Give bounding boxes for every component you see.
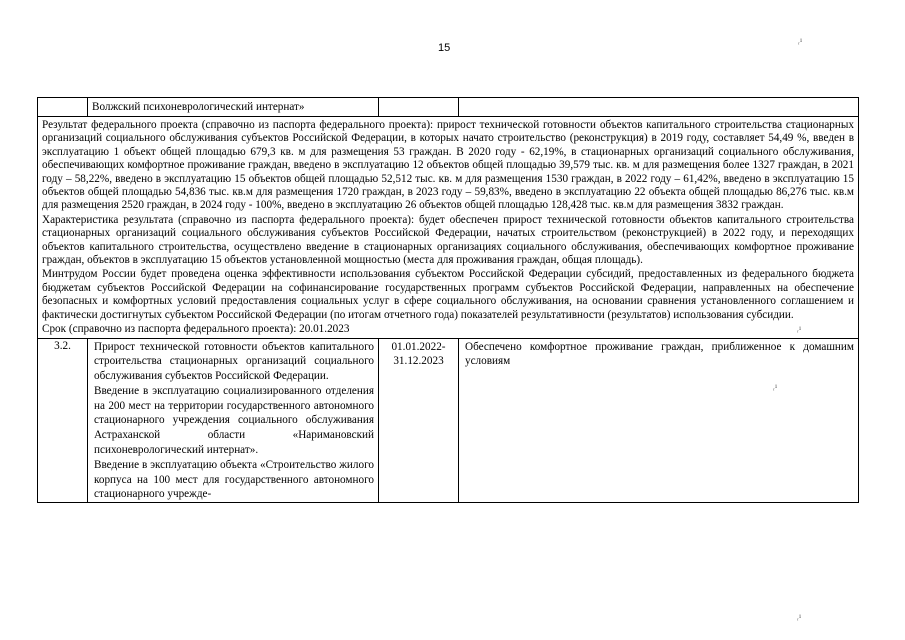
row-number: 3.2. xyxy=(54,339,71,352)
cell-result-empty xyxy=(459,98,859,117)
characteristic-paragraph: Характеристика результата (справочно из паспорта федерального проекта): будет обеспечен прирост технической готовности объектов капитального строительства стационарных организаций социального обслуживания субъектов Российской Федерации, начатых строительством (реконструкцией) в 2022 году, и переходящих объектов капитального строительства, осуществлено введение в стационарных организациях социального обслуживания, обеспечивающих комфортное проживание граждан, объектов в эксплуатацию 15 объектов установленной мощностью (места для проживания граждан, общая площадь). xyxy=(42,213,854,267)
evaluation-paragraph: Минтрудом России будет проведена оценка эффективности использования субъектом Российской Федерации субсидий, предоставленных из федерального бюджета бюджетам субъектов Российской Федерации на софинансирование государственных программ субъектов Российской Федерации, направленных на обеспечение безопасных и комфортных условий предоставления социальных услуг в сфере социального обслуживания, на основании сравнения установленного соглашением и фактически достигнутых субъектом Российской Федерации (по итогам отчетного года) показателей результативности (результатов) использования субсидии. xyxy=(42,268,854,321)
table-row-continued xyxy=(38,98,859,117)
cell-dates xyxy=(379,338,459,503)
table-row-info xyxy=(38,117,859,339)
cell-result xyxy=(459,338,859,503)
table-row-3-2 xyxy=(38,338,859,503)
document-table-container xyxy=(37,97,858,503)
page-number: 15 xyxy=(438,42,451,54)
cell-info xyxy=(38,117,859,339)
cell-number-empty xyxy=(38,98,88,117)
date-end: 31.12.2023 xyxy=(393,354,444,367)
cell-description xyxy=(88,338,379,503)
document-table xyxy=(37,97,859,503)
description-paragraph: Прирост технической готовности объектов капитального строительства стационарных организаций социального обслуживания субъектов Российской Федерации. xyxy=(94,340,374,383)
object-name-text: Волжский психоневрологический интернат» xyxy=(92,101,305,113)
cell-dates-empty xyxy=(379,98,459,117)
federal-result-paragraph: Результат федерального проекта (справочно из паспорта федерального проекта): прирост технической готовности объектов капитального строительства стационарных организаций социального обслуживания субъектов Российской Федерации, в которых начато строительство (реконструкция) в 2019 году, составляет 54,49 %, введен в эксплуатацию 1 объект общей площадью 679,3 кв. м для размещения 53 граждан. В 2020 году - 62,19%, в стационарных организаций социального обслуживания, обеспечивающих комфортное проживание граждан, введено в эксплуатацию 12 объектов общей площадью 39,579 тыс. кв. м для размещения более 1327 граждан, в 2021 году – 58,22%, введено в эксплуатацию 15 объектов общей площадью 52,512 тыс. кв. м для размещения 1530 граждан, в 2022 году – 61,42%, введено в эксплуатацию 15 объектов общей площадью 54,836 тыс. кв.м для размещения 1720 граждан, в 2023 году – 59,83%, введено в эксплуатацию 22 объекта общей площадью 86,276 тыс. кв.м для размещения 2520 граждан, в 2024 году - 100%, введено в эксплуатацию 26 объектов общей площадью 128,428 тыс. кв.м для размещения 3832 граждан. xyxy=(42,119,854,212)
deadline-text: Срок (справочно из паспорта федерального проекта): 20.01.2023 xyxy=(42,323,350,336)
scan-mark: ᵣ¹ xyxy=(798,37,803,46)
description-paragraph: Введение в эксплуатацию социализированного отделения на 200 мест на территории государственного автономного стационарного учреждения социального обслуживания Астраханской области «Наримановский психоневрологический интернат». xyxy=(94,384,374,457)
date-start: 01.01.2022- xyxy=(391,340,446,353)
scan-mark: ᵣ¹ xyxy=(773,383,778,392)
scan-mark: ᵣ¹ xyxy=(797,613,802,622)
description-paragraph: Введение в эксплуатацию объекта «Строительство жилого корпуса на 100 мест для государственного автономного стационарного учрежде- xyxy=(94,458,374,501)
cell-row-number xyxy=(38,338,88,503)
scan-mark: ᵣ¹ xyxy=(797,325,802,334)
result-text: Обеспечено комфортное проживание граждан, приближенное к домашним условиям xyxy=(465,340,854,368)
cell-object-name xyxy=(88,98,379,117)
